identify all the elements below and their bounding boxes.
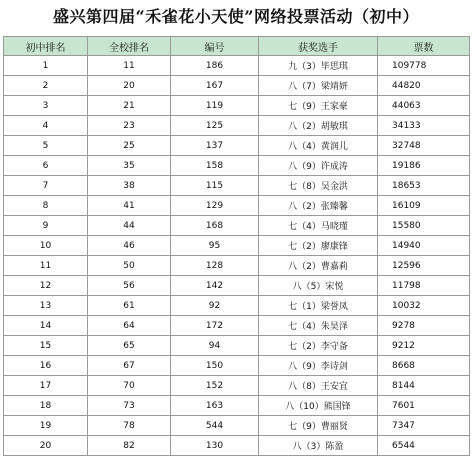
cell-school-rank: 50 (88, 256, 171, 276)
header-votes: 票数 (378, 37, 470, 56)
cell-votes: 7601 (378, 396, 470, 416)
table-row (4, 196, 470, 216)
cell-school-rank: 23 (88, 116, 171, 136)
cell-number: 119 (171, 96, 259, 116)
cell-number: 137 (171, 136, 259, 156)
cell-junior-rank: 6 (4, 156, 88, 176)
table-row (4, 296, 470, 316)
cell-school-rank: 25 (88, 136, 171, 156)
cell-votes: 6544 (378, 436, 470, 456)
cell-junior-rank: 12 (4, 276, 88, 296)
cell-number: 163 (171, 396, 259, 416)
cell-winner: 八（7）梁靖妍 (259, 76, 378, 96)
cell-number: 125 (171, 116, 259, 136)
cell-winner: 八（4）黄润儿 (259, 136, 378, 156)
cell-number: 130 (171, 436, 259, 456)
cell-school-rank: 20 (88, 76, 171, 96)
cell-school-rank: 64 (88, 316, 171, 336)
cell-junior-rank: 16 (4, 356, 88, 376)
cell-school-rank: 38 (88, 176, 171, 196)
table-row (4, 136, 470, 156)
cell-junior-rank: 18 (4, 396, 88, 416)
cell-school-rank: 61 (88, 296, 171, 316)
cell-winner: 八（2）曹嘉莉 (259, 256, 378, 276)
cell-junior-rank: 20 (4, 436, 88, 456)
cell-winner: 八（2）张臻馨 (259, 196, 378, 216)
cell-number: 94 (171, 336, 259, 356)
cell-junior-rank: 15 (4, 336, 88, 356)
cell-votes: 34133 (378, 116, 470, 136)
cell-votes: 8668 (378, 356, 470, 376)
cell-winner: 八（3）陈盈 (259, 436, 378, 456)
header-junior-rank: 初中排名 (4, 37, 88, 56)
table-row (4, 256, 470, 276)
cell-number: 142 (171, 276, 259, 296)
table-row (4, 156, 470, 176)
table-row (4, 56, 470, 76)
table-row (4, 436, 470, 456)
cell-junior-rank: 2 (4, 76, 88, 96)
cell-votes: 10032 (378, 296, 470, 316)
cell-votes: 15580 (378, 216, 470, 236)
ranking-table (3, 36, 470, 456)
cell-number: 167 (171, 76, 259, 96)
cell-number: 172 (171, 316, 259, 336)
cell-votes: 109778 (378, 56, 470, 76)
table-row (4, 276, 470, 296)
table-row (4, 216, 470, 236)
cell-winner: 八（9）李诗剑 (259, 356, 378, 376)
cell-junior-rank: 11 (4, 256, 88, 276)
cell-school-rank: 65 (88, 336, 171, 356)
page-title: 盛兴第四届“禾雀花小天使”网络投票活动（初中） (53, 7, 419, 26)
cell-school-rank: 73 (88, 396, 171, 416)
cell-winner: 七（9）王家豪 (259, 96, 378, 116)
cell-winner: 七（2）廖康锋 (259, 236, 378, 256)
cell-winner: 七（4）马晓瑾 (259, 216, 378, 236)
cell-winner: 七（2）李守备 (259, 336, 378, 356)
cell-votes: 14940 (378, 236, 470, 256)
cell-votes: 19186 (378, 156, 470, 176)
cell-school-rank: 41 (88, 196, 171, 216)
cell-winner: 七（1）梁誉凤 (259, 296, 378, 316)
cell-number: 168 (171, 216, 259, 236)
table-row (4, 396, 470, 416)
cell-junior-rank: 19 (4, 416, 88, 436)
table-body (4, 56, 470, 456)
cell-winner: 七（8）吴金洪 (259, 176, 378, 196)
cell-junior-rank: 14 (4, 316, 88, 336)
cell-number: 152 (171, 376, 259, 396)
cell-junior-rank: 8 (4, 196, 88, 216)
cell-number: 115 (171, 176, 259, 196)
cell-number: 92 (171, 296, 259, 316)
cell-school-rank: 56 (88, 276, 171, 296)
cell-winner: 八（9）许成涛 (259, 156, 378, 176)
cell-votes: 32748 (378, 136, 470, 156)
cell-junior-rank: 13 (4, 296, 88, 316)
table-row (4, 316, 470, 336)
cell-school-rank: 35 (88, 156, 171, 176)
cell-junior-rank: 5 (4, 136, 88, 156)
cell-school-rank: 67 (88, 356, 171, 376)
cell-school-rank: 78 (88, 416, 171, 436)
cell-junior-rank: 17 (4, 376, 88, 396)
cell-number: 95 (171, 236, 259, 256)
cell-number: 158 (171, 156, 259, 176)
cell-winner: 八（8）王安宜 (259, 376, 378, 396)
cell-school-rank: 82 (88, 436, 171, 456)
table-row (4, 336, 470, 356)
header-school-rank: 全校排名 (88, 37, 171, 56)
cell-winner: 九（3）毕思琪 (259, 56, 378, 76)
cell-junior-rank: 4 (4, 116, 88, 136)
cell-winner: 八（10）熊国锋 (259, 396, 378, 416)
cell-votes: 18653 (378, 176, 470, 196)
cell-junior-rank: 1 (4, 56, 88, 76)
cell-junior-rank: 3 (4, 96, 88, 116)
cell-votes: 11798 (378, 276, 470, 296)
table-row (4, 76, 470, 96)
cell-junior-rank: 7 (4, 176, 88, 196)
cell-votes: 7347 (378, 416, 470, 436)
table-row (4, 96, 470, 116)
cell-votes: 9278 (378, 316, 470, 336)
table-row (4, 236, 470, 256)
cell-number: 129 (171, 196, 259, 216)
cell-school-rank: 44 (88, 216, 171, 236)
cell-winner: 八（2）胡敏琪 (259, 116, 378, 136)
cell-junior-rank: 9 (4, 216, 88, 236)
header-winner: 获奖选手 (259, 37, 378, 56)
header-number: 编号 (171, 37, 259, 56)
cell-school-rank: 11 (88, 56, 171, 76)
cell-votes: 44820 (378, 76, 470, 96)
cell-winner: 七（9）曹丽贤 (259, 416, 378, 436)
table-row (4, 176, 470, 196)
table-row (4, 376, 470, 396)
cell-votes: 8144 (378, 376, 470, 396)
cell-votes: 12596 (378, 256, 470, 276)
cell-school-rank: 21 (88, 96, 171, 116)
cell-number: 544 (171, 416, 259, 436)
cell-number: 186 (171, 56, 259, 76)
cell-winner: 七（4）朱昊泽 (259, 316, 378, 336)
cell-school-rank: 46 (88, 236, 171, 256)
cell-number: 150 (171, 356, 259, 376)
cell-votes: 44063 (378, 96, 470, 116)
cell-school-rank: 70 (88, 376, 171, 396)
cell-number: 128 (171, 256, 259, 276)
table-row (4, 116, 470, 136)
cell-votes: 9212 (378, 336, 470, 356)
table-row (4, 416, 470, 436)
table-row (4, 356, 470, 376)
cell-winner: 八（5）宋悦 (259, 276, 378, 296)
cell-junior-rank: 10 (4, 236, 88, 256)
cell-votes: 16109 (378, 196, 470, 216)
table-header-row (4, 37, 470, 56)
